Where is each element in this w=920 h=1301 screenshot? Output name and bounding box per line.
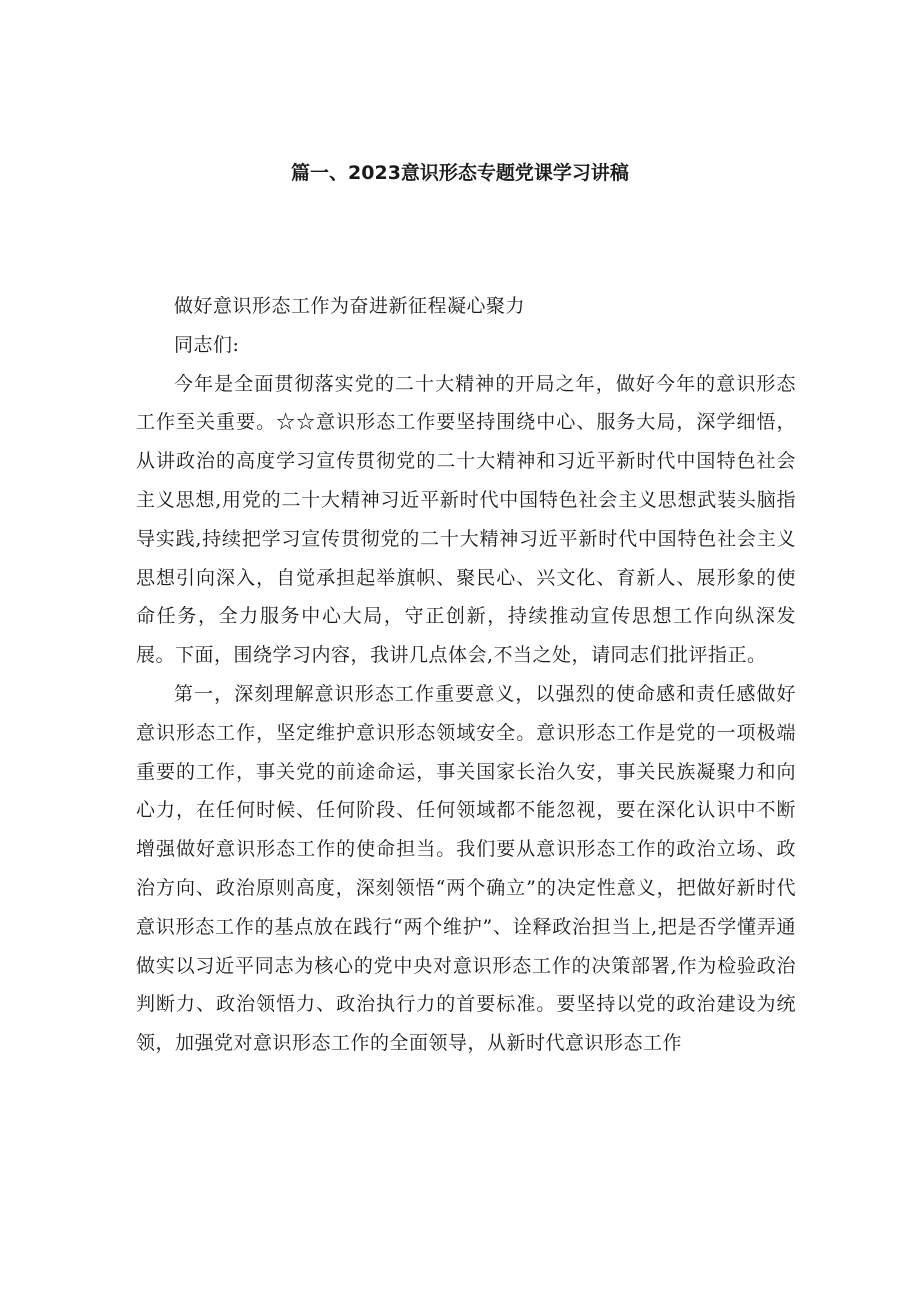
document-title: 篇一、2023意识形态专题党课学习讲稿 (291, 162, 629, 184)
body-paragraph: 今年是全面贯彻落实党的二十大精神的开局之年，做好今年的意识形态工作至关重要。☆☆意识形态工作要坚持围绕中心、服务大局，深学细悟，从讲政治的高度学习宣传贯彻党的二十大精神和习近平新时代中国特色社会主义思想,用党的二十大精神习近平新时代中国特色社会主义思想武装头脑指导实践,持续把学习宣传贯彻党的二十大精神习近平新时代中国特色社会主义思想引向深入，自觉承担起举旗帜、聚民心、兴文化、育新人、展形象的使命任务，全力服务中心大局，守正创新，持续推动宣传思想工作向纵深发展。下面，围绕学习内容，我讲几点体会,不当之处，请同志们批评指正。 (136, 372, 796, 667)
body-paragraph: 第一，深刻理解意识形态工作重要意义，以强烈的使命感和责任感做好意识形态工作，坚定维护意识形态领域安全。意识形态工作是党的一项极端重要的工作，事关党的前途命运，事关国家长治久安，事关民族凝聚力和向心力，在任何时候、任何阶段、任何领域都不能忽视，要在深化认识中不断增强做好意识形态工作的使命担当。我们要从意识形态工作的政治立场、政治方向、政治原则高度，深刻领悟“两个确立”的决定性意义，把做好新时代意识形态工作的基点放在践行“两个维护”、诠释政治担当上,把是否学懂弄通做实以习近平同志为核心的党中央对意识形态工作的决策部署,作为检验政治判断力、政治领悟力、政治执行力的首要标准。要坚持以党的政治建设为统领，加强党对意识形态工作的全面领导，从新时代意识形态工作 (136, 682, 796, 1055)
salutation-paragraph: 同志们: (174, 333, 240, 356)
document-body (136, 287, 796, 1063)
subtitle-paragraph: 做好意识形态工作为奋进新征程凝心聚力 (174, 295, 526, 317)
